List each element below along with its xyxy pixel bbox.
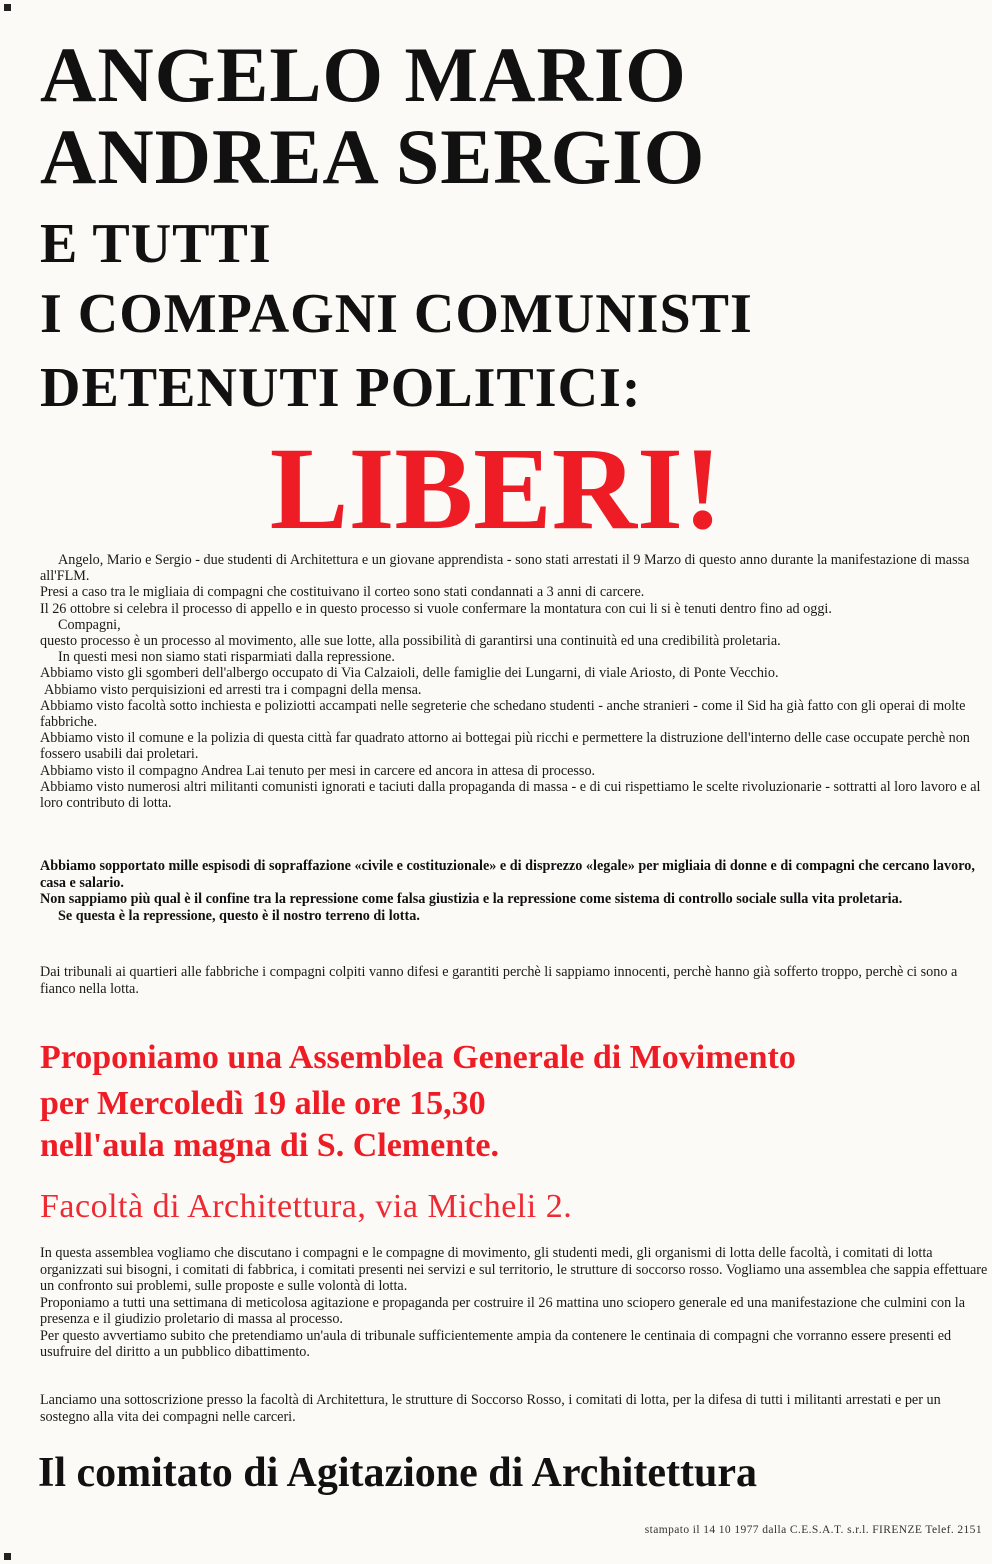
paragraph: Compagni, <box>58 616 121 633</box>
signature: Il comitato di Agitazione di Architettura <box>38 1450 757 1496</box>
paragraph: Per questo avvertiamo subito che pretendiamo un'aula di tribunale sufficientemente ampia da contenere le centinaia di compagni che vorranno essere presenti ed usufruire del diritto a un pubblico dibattimento. <box>40 1327 952 1360</box>
announcement-line-3: nell'aula magna di S. Clemente. <box>40 1127 500 1164</box>
paragraph: Dai tribunali ai quartieri alle fabbriche i compagni colpiti vanno difesi e garantiti perchè li sappiamo innocenti, perchè hanno già sofferto troppo, perchè ci sono a fianco nella lotta. <box>40 964 958 997</box>
paragraph: Abbiamo sopportato mille espisodi di sopraffazione «civile e costituzionale» e di disprezzo «legale» per migliaia di donne e di compagni che cercano lavoro, casa e salario. <box>40 858 975 891</box>
paragraph: In questa assemblea vogliamo che discutano i compagni e le compagne di movimento, gli studenti medi, gli organismi di lotta delle facoltà, i comitati di lotta organizzati sui bisogni, i comitati di fabbrica, i comitati presenti nei servizi e sul territorio, le strutture di soccorso rosso. Vogliamo una assemblea che sappia effettuare un confronto sui problemi, sulle proposte e sulle volontà di lotta. <box>40 1245 988 1294</box>
assembly-text <box>40 1245 990 1361</box>
headline-line-4: I COMPAGNI COMUNISTI <box>40 283 753 345</box>
paragraph: Il 26 ottobre si celebra il processo di appello e in questo processo si vuole confermare la montatura con cui li si è tenuti dentro fino ad oggi. <box>40 600 832 617</box>
intro-text <box>40 552 988 811</box>
headline-line-1: ANGELO MARIO <box>40 31 687 118</box>
bold-statement <box>40 858 988 924</box>
subscription-text <box>40 1392 990 1425</box>
corner-mark-top-left <box>4 4 11 11</box>
paragraph: Abbiamo visto facoltà sotto inchiesta e poliziotti accampati nelle segreterie che schedano studenti - anche stranieri - come il Sid ha già fatto con gli operai di molte fabbriche. <box>40 697 966 731</box>
paragraph: Abbiamo visto il comune e la polizia di questa città far quadrato attorno ai bottegai più ricchi e permettere la distruzione dell'interno delle case occupate perchè non fossero usabili dai proletari. <box>40 730 970 763</box>
paragraph: Proponiamo a tutti una settimana di meticolosa agitazione e propaganda per costruire il 26 mattina uno sciopero generale ed una manifestazione che culmini con la presenza e il giudizio proletario di massa al processo. <box>40 1294 966 1327</box>
paragraph: Angelo, Mario e Sergio - due studenti di Architettura e un giovane apprendista - sono stati arrestati il 9 Marzo di questo anno durante la manifestazione di massa all'FLM. <box>40 552 970 585</box>
paragraph: Abbiamo visto numerosi altri militanti comunisti ignorati e taciuti dalla propaganda di massa - e di cui rispettiamo le scelte rivoluzionarie - sottratti al loro lavoro e al loro contributo di lotta. <box>40 778 981 812</box>
announcement-line-1: Proponiamo una Assemblea Generale di Movimento <box>40 1039 796 1076</box>
paragraph: Se questa è la repressione, questo è il nostro terreno di lotta. <box>58 907 420 924</box>
paragraph: Presi a caso tra le migliaia di compagni che costituivano il corteo sono stati condannati a 3 anni di carcere. <box>40 584 645 601</box>
headline-line-5: DETENUTI POLITICI: <box>40 357 642 419</box>
paragraph: Abbiamo visto perquisizioni ed arresti tra i compagni della mensa. <box>44 681 422 698</box>
paragraph: questo processo è un processo al movimento, alle sue lotte, alla possibilità di garantirsi una continuità ed una credibilità proletaria. <box>40 633 781 650</box>
corner-mark-bottom-left <box>4 1553 11 1560</box>
announcement-line-2: per Mercoledì 19 alle ore 15,30 <box>40 1085 486 1122</box>
defense-text <box>40 964 988 997</box>
headline-line-3: E TUTTI <box>40 213 272 275</box>
paragraph: Lanciamo una sottoscrizione presso la facoltà di Architettura, le strutture di Soccorso Rosso, i comitati di lotta, per la difesa di tutti i militanti arrestati e per un sostegno alla vita dei compagni nelle carceri. <box>40 1392 941 1425</box>
headline-line-2: ANDREA SERGIO <box>40 113 706 200</box>
paragraph: Abbiamo visto gli sgomberi dell'albergo occupato di Via Calzaioli, delle famiglie dei Lungarni, di viale Ariosto, di Ponte Vecchio. <box>40 665 779 682</box>
paragraph: Abbiamo visto il compagno Andrea Lai tenuto per mesi in carcere ed ancora in attesa di processo. <box>40 762 596 779</box>
paragraph: In questi mesi non siamo stati risparmiati dalla repressione. <box>58 649 395 666</box>
paragraph: Non sappiamo più qual è il confine tra la repressione come falsa giustizia e la repressione come sistema di controllo sociale sulla vita proletaria. <box>40 891 903 907</box>
slogan-liberi: LIBERI! <box>269 423 723 554</box>
announcement-location: Facoltà di Architettura, via Micheli 2. <box>40 1188 573 1225</box>
printer-note: stampato il 14 10 1977 dalla C.E.S.A.T. s.r.l. FIRENZE Telef. 2151 <box>644 1524 982 1536</box>
